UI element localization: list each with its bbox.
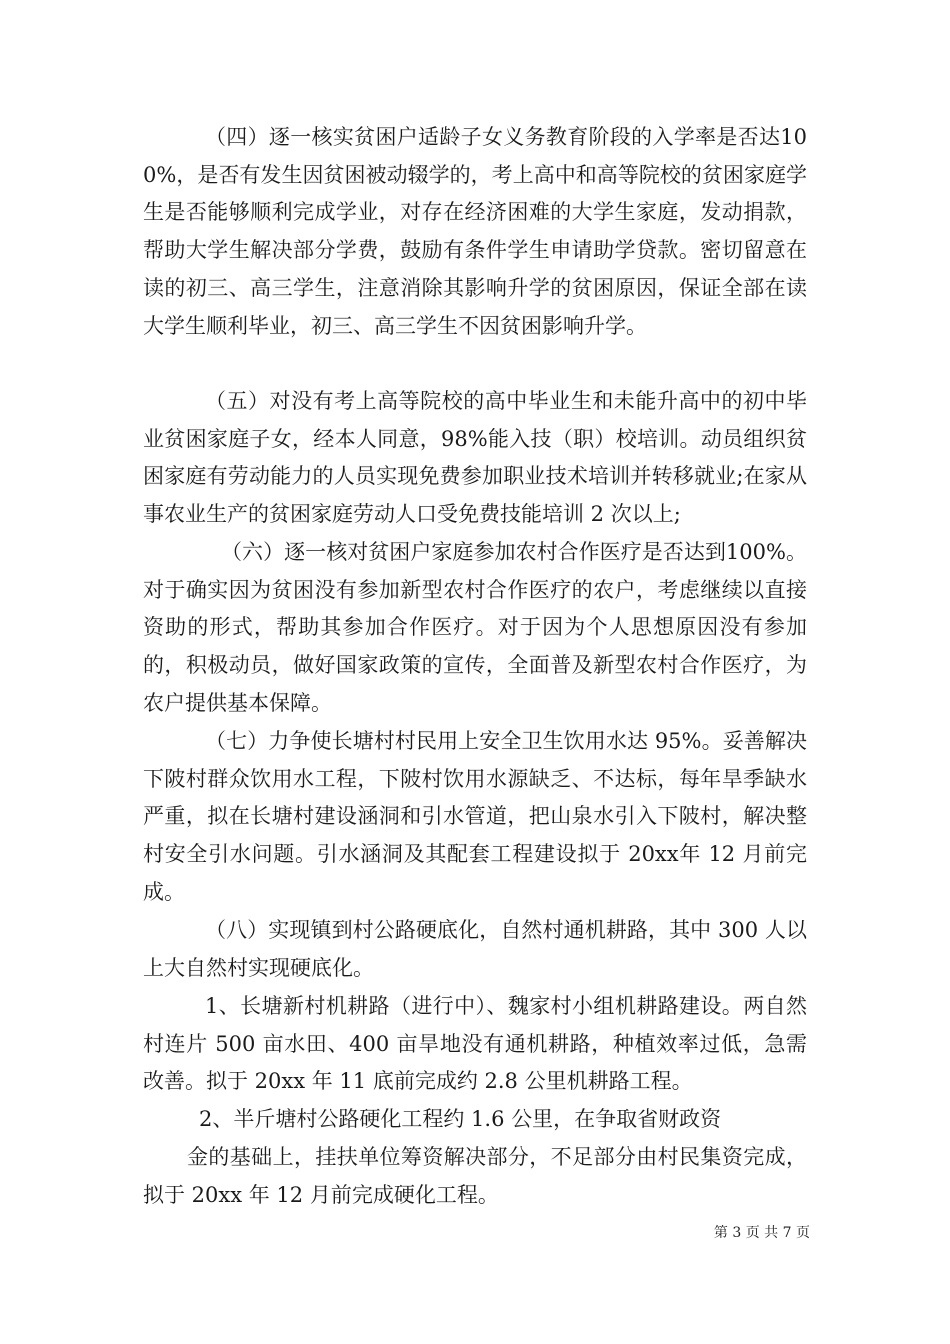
paragraph-medical-care: （六）逐一核对贫困户家庭参加农村合作医疗是否达到100%。对于确实因为贫困没有参加新型农村合作医疗的农户，考虑继续以直接资助的形式，帮助其参加合作医疗。对于因为个人思想原因没有参加的，积极动员，做好国家政策的宣传，全面普及新型农村合作医疗，为农户提供基本保障。 (143, 540, 807, 715)
paragraph-roads: （八）实现镇到村公路硬底化，自然村通机耕路，其中 300 人以上大自然村实现硬底化。 (143, 918, 807, 980)
paragraph-road-item-2: 2、半斤塘村公路硬化工程约 1.6 公里，在争取省财政资 (199, 1107, 722, 1131)
paragraph-drinking-water: （七）力争使长塘村村民用上安全卫生饮用水达 95%。妥善解决下陂村群众饮用水工程，下陂村饮用水源缺乏、不达标，每年旱季缺水严重，拟在长塘村建设涵洞和引水管道，把山泉水引入下陂村，解决整村安全引水问题。引水涵洞及其配套工程建设拟于 20xx年 12 月前完成。 (143, 729, 807, 904)
paragraph-vocational-training: （五）对没有考上高等院校的高中毕业生和未能升高中的初中毕业贫困家庭子女，经本人同意，98%能入技（职）校培训。动员组织贫困家庭有劳动能力的人员实现免费参加职业技术培训并转移就业;在家从事农业生产的贫困家庭劳动人口受免费技能培训 2 次以上; (143, 389, 807, 527)
page-number: 第 3 页 共 7 页 (713, 1225, 810, 1241)
paragraph-road-item-1: 1、长塘新村机耕路（进行中）、魏家村小组机耕路建设。两自然村连片 500 亩水田、400 亩旱地没有通机耕路，种植效率过低，急需改善。拟于 20xx 年 11 底前完成约 2.8 公里机耕路工程。 (143, 994, 807, 1094)
paragraph-road-item-2-continued: 金的基础上，挂扶单位筹资解决部分，不足部分由村民集资完成，拟于 20xx 年 12 月前完成硬化工程。 (143, 1145, 807, 1207)
paragraph-education: （四）逐一核实贫困户适龄子女义务教育阶段的入学率是否达100%，是否有发生因贫困被动辍学的，考上高中和高等院校的贫困家庭学生是否能够顺利完成学业，对存在经济困难的大学生家庭，发动捐款，帮助大学生解决部分学费，鼓励有条件学生申请助学贷款。密切留意在读的初三、高三学生，注意消除其影响升学的贫困原因，保证全部在读大学生顺利毕业，初三、高三学生不因贫困影响升学。 (143, 125, 807, 338)
